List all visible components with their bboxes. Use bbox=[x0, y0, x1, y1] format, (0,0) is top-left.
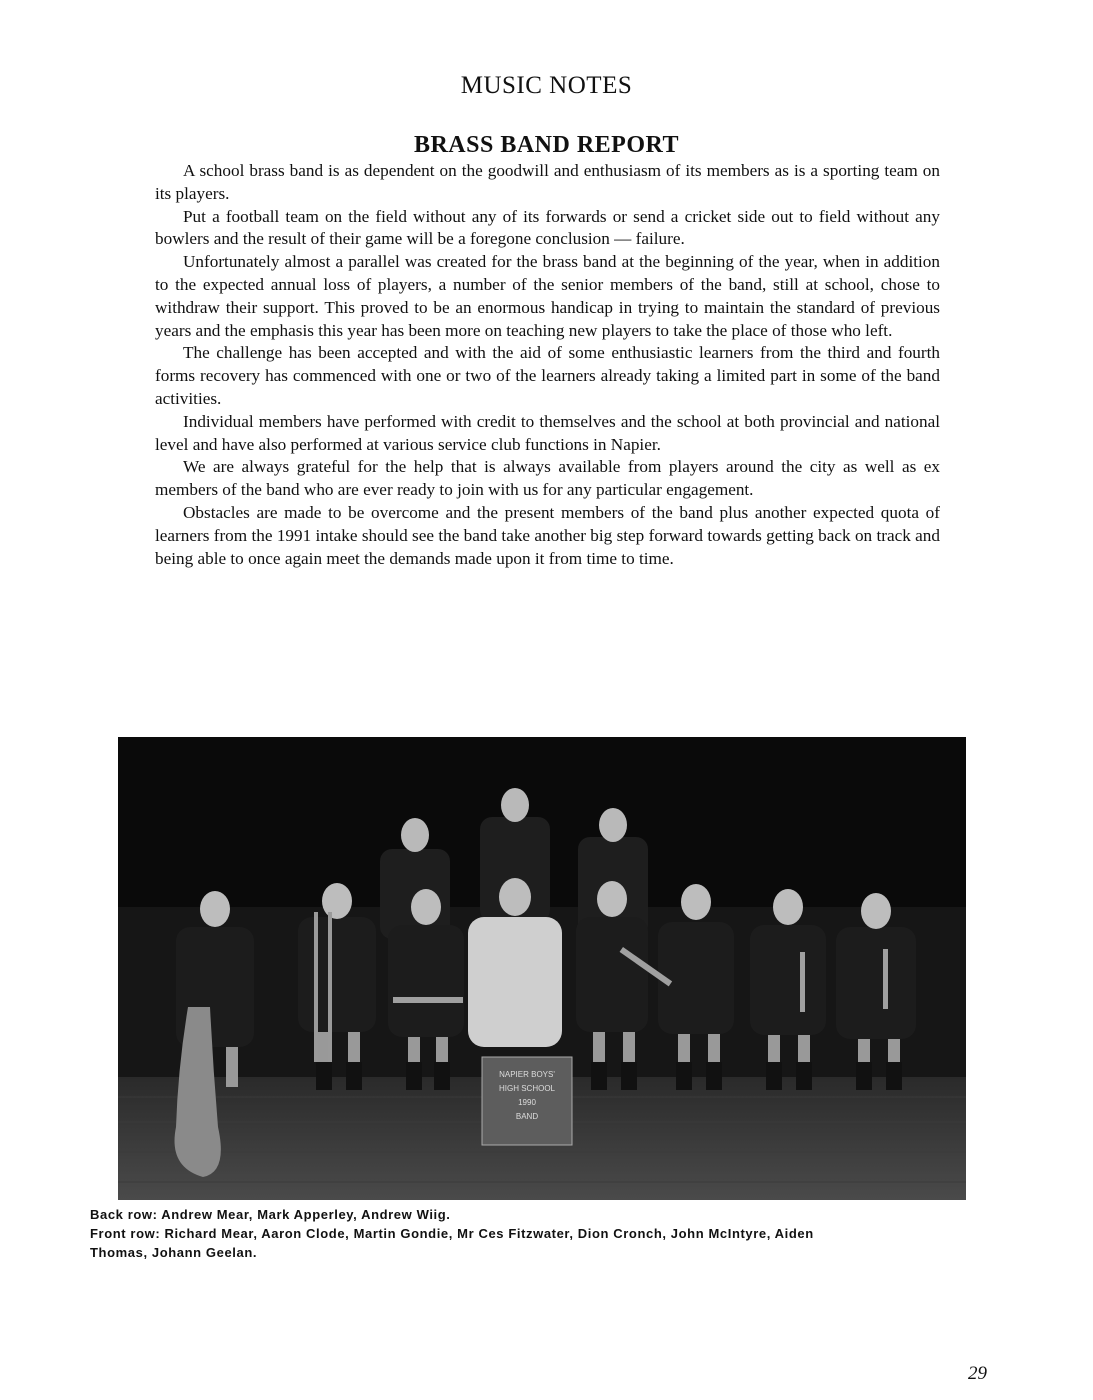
sign-line: 1990 bbox=[518, 1098, 536, 1107]
band-photo bbox=[118, 737, 966, 1200]
paragraph: Obstacles are made to be overcome and the present members of the band plus another expected quota of learners from the 1991 intake should see the band take another big step forward towards getting back on track and being able to once again meet the demands made upon it from time to time. bbox=[155, 502, 940, 568]
sign-line: NAPIER BOYS' bbox=[499, 1070, 555, 1079]
caption-front-row: Front row: Richard Mear, Aaron Clode, Martin Gondie, Mr Ces Fitzwater, Dion Cronch, John McIntyre, Aiden bbox=[90, 1226, 814, 1241]
photo-caption bbox=[90, 1205, 990, 1262]
sign-line: HIGH SCHOOL bbox=[498, 1084, 556, 1093]
band-photo-illustration bbox=[118, 737, 966, 1200]
page-title: MUSIC NOTES bbox=[460, 72, 633, 99]
sign-line: BAND bbox=[515, 1112, 539, 1121]
caption-front-row-continued: Thomas, Johann Geelan. bbox=[90, 1245, 258, 1260]
paragraph: Unfortunately almost a parallel was created for the brass band at the beginning of the year, when in addition to the expected annual loss of players, a number of the senior members of the band, still at school, chose to withdraw their support. This proved to be an enormous handicap in trying to maintain the standard of previous years and the emphasis this year has been more on teaching new players to take the place of those who left. bbox=[155, 252, 940, 340]
paragraph: The challenge has been accepted and with the aid of some enthusiastic learners from the third and fourth forms recovery has commenced with one or two of the learners already taking a limited part in some of the band activities. bbox=[155, 343, 940, 408]
article-body bbox=[155, 160, 940, 570]
paragraph: We are always grateful for the help that is always available from players around the city as well as ex members of the band who are ever ready to join with us for any particular engagement. bbox=[155, 457, 940, 500]
paragraph: A school brass band is as dependent on the goodwill and enthusiasm of its members as is a sporting team on its players. bbox=[155, 161, 940, 203]
page-number: 29 bbox=[968, 1363, 987, 1384]
paragraph: Put a football team on the field without any of its forwards or send a cricket side out to field without any bowlers and the result of their game will be a foregone conclusion — failure. bbox=[155, 206, 940, 249]
section-title: BRASS BAND REPORT bbox=[413, 132, 680, 158]
caption-back-row: Back row: Andrew Mear, Mark Apperley, Andrew Wiig. bbox=[90, 1207, 451, 1222]
paragraph: Individual members have performed with credit to themselves and the school at both provincial and national level and have also performed at various service club functions in Napier. bbox=[155, 411, 940, 454]
